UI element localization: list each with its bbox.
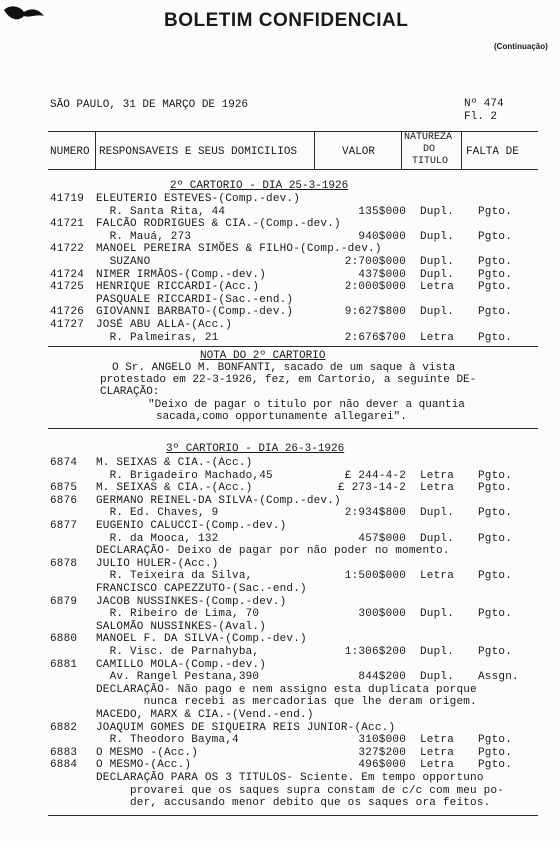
entry-responsible: GIOVANNI BARBATO-(Comp.-dev.) xyxy=(96,306,294,319)
entry-number: 6883 xyxy=(50,746,78,759)
entry-responsible: SALOMÃO NUSSINKES-(Aval.) xyxy=(96,620,267,633)
entry-responsible: Av. Rangel Pestana,390 xyxy=(96,671,260,684)
entry-value: 327$200 xyxy=(358,746,406,759)
col-divider xyxy=(401,131,402,169)
entry-responsible: M. SEIXAS & CIA.-(Acc.) xyxy=(96,457,253,469)
header-bottom-rule xyxy=(48,169,538,170)
col-header-natureza-titulo: TITULO xyxy=(412,156,449,167)
entry-value: 2:934$800 xyxy=(344,507,406,520)
entry-responsible: R. Santa Rita, 44 xyxy=(96,205,226,218)
entry-value: 940$000 xyxy=(358,230,406,243)
entry-number: 41722 xyxy=(50,243,85,256)
entry-responsible: nunca recebi as mercadorias que lhe deram origem. xyxy=(96,696,477,709)
entry-responsible: CAMILLO MOLA-(Comp.-dev.) xyxy=(96,658,267,671)
entry-responsible: JACOB NUSSINKES-(Comp.-dev.) xyxy=(96,595,287,608)
entry-responsible: MACEDO, MARX & CIA.-(Vend.-end.) xyxy=(96,709,314,721)
entry-value: 844$200 xyxy=(358,671,406,684)
place-date: SÃO PAULO, 31 DE MARÇO DE 1926 xyxy=(50,99,249,111)
document-title: BOLETIM CONFIDENCIAL xyxy=(164,10,409,31)
continuation-label: (Continuação) xyxy=(494,42,548,51)
entry-value: 9:627$800 xyxy=(344,306,406,319)
entry-number: 6875 xyxy=(50,482,78,495)
entry-title-type: Letra xyxy=(420,331,455,344)
entry-value: £ 244-4-2 xyxy=(344,469,406,482)
entry-protest-reason: Pgto. xyxy=(478,230,513,243)
entry-title-type: Dupl. xyxy=(420,532,455,545)
note-line: O Sr. ANGELO M. BONFANTI, sacado de um saque à vista xyxy=(112,362,456,374)
note-line: protestado em 22-3-1926, fez, em Cartorio, a seguinte DE- xyxy=(100,374,477,386)
entry-responsible: DECLARAÇÃO PARA OS 3 TITULOS- Sciente. Em tempo opportuno xyxy=(96,772,484,784)
entry-value: 2:000$000 xyxy=(344,281,406,294)
entry-responsible: R. Theodoro Bayma,4 xyxy=(96,734,239,747)
entry-title-type: Dupl. xyxy=(420,268,455,281)
entry-responsible: SUZANO xyxy=(96,256,151,268)
entry-responsible: MANOEL PEREIRA SIMÕES & FILHO-(Comp.-dev.) xyxy=(96,243,382,256)
entry-protest-reason: Pgto. xyxy=(478,331,513,344)
entry-value: 457$000 xyxy=(358,532,406,545)
entry-number: 41721 xyxy=(50,218,85,231)
entry-number: 6876 xyxy=(50,494,78,507)
entry-number: 6884 xyxy=(50,759,78,772)
entry-value: 2:700$000 xyxy=(344,256,406,268)
entry-title-type: Letra xyxy=(420,281,455,294)
entry-responsible: R. Brigadeiro Machado,45 xyxy=(96,469,273,482)
entry-value: 135$000 xyxy=(358,205,406,218)
entry-title-type: Letra xyxy=(420,482,455,495)
entry-number: 6878 xyxy=(50,557,78,570)
col-header-numero: NUMERO xyxy=(50,146,90,158)
entry-number: 6882 xyxy=(50,721,78,734)
entry-responsible: HENRIQUE RICCARDI-(Acc.) xyxy=(96,281,260,294)
entry-responsible: R. Ribeiro de Lima, 70 xyxy=(96,608,260,621)
entry-protest-reason: Pgto. xyxy=(478,646,513,658)
entry-value: 437$000 xyxy=(358,268,406,281)
section-heading-2-cartorio: 2º CARTORIO - DIA 25-3-1926 xyxy=(170,180,349,192)
entry-number: 6874 xyxy=(50,457,78,469)
entry-responsible: DECLARAÇÃO- Não pago e nem assigno esta duplicata porque xyxy=(96,683,477,696)
section-heading-3-cartorio: 3º CARTORIO - DIA 26-3-1926 xyxy=(166,443,345,455)
col-header-valor: VALOR xyxy=(342,146,376,158)
entry-number: 41727 xyxy=(50,319,85,331)
note-quote-line: sacada,como opportunamente allegarei". xyxy=(156,411,407,423)
entry-responsible: DECLARAÇÃO- Deixo de pagar por não poder no momento. xyxy=(96,545,450,558)
note-heading: NOTA DO 2º CARTORIO xyxy=(200,350,326,362)
entry-responsible: O MESMO-(Acc.) xyxy=(96,759,192,772)
entry-number: 6880 xyxy=(50,633,78,646)
entry-title-type: Dupl. xyxy=(420,507,455,520)
entry-title-type: Dupl. xyxy=(420,306,455,319)
col-divider xyxy=(314,131,315,169)
bulletin-number: Nº 474 xyxy=(464,98,504,110)
entry-responsible: O MESMO -(Acc.) xyxy=(96,746,199,759)
entry-value: £ 273-14-2 xyxy=(337,482,406,495)
entry-title-type: Dupl. xyxy=(420,671,455,684)
entry-responsible: R. Mauá, 273 xyxy=(96,230,192,243)
entry-responsible: M. SEIXAS & CIA.-(Acc.) xyxy=(96,482,253,495)
entry-protest-reason: Pgto. xyxy=(478,608,513,621)
col-divider xyxy=(461,131,462,169)
entry-responsible: PASQUALE RICCARDI-(Sac.-end.) xyxy=(96,293,294,306)
entry-protest-reason: Pgto. xyxy=(478,306,513,319)
entry-number: 6877 xyxy=(50,520,78,532)
entry-number: 41719 xyxy=(50,193,85,205)
entry-value: 2:676$700 xyxy=(344,331,406,344)
entry-title-type: Letra xyxy=(420,746,455,759)
entry-title-type: Dupl. xyxy=(420,646,455,658)
col-header-natureza-do: DO xyxy=(423,144,436,155)
entry-protest-reason: Pgto. xyxy=(478,570,513,583)
entry-responsible: JOSÉ ABU ALLA-(Acc.) xyxy=(96,319,233,331)
ink-blot-mark xyxy=(2,2,46,24)
entry-protest-reason: Pgto. xyxy=(478,746,513,759)
col-header-responsaveis: RESPONSAVEIS E SEUS DOMICILIOS xyxy=(99,146,298,158)
entry-responsible: provarei que os saques supra constam de c/c com meu po- xyxy=(96,784,505,797)
entry-responsible: R. Teixeira da Silva, xyxy=(96,570,253,583)
entry-responsible: FALCÃO RODRIGUES & CIA.-(Comp.-dev.) xyxy=(96,218,341,231)
entry-responsible: der, accusando menor debito que os saques ora feitos. xyxy=(96,797,491,810)
entry-protest-reason: Pgto. xyxy=(478,469,513,482)
entry-value: 300$000 xyxy=(358,608,406,621)
entry-responsible: R. Palmeiras, 21 xyxy=(96,331,219,344)
entry-title-type: Dupl. xyxy=(420,230,455,243)
entry-protest-reason: Pgto. xyxy=(478,482,513,495)
entry-protest-reason: Pgto. xyxy=(478,507,513,520)
col-header-falta: FALTA DE xyxy=(466,146,519,158)
entry-title-type: Dupl. xyxy=(420,205,455,218)
entry-value: 1:306$200 xyxy=(344,646,406,658)
note-line: CLARAÇÃO: xyxy=(100,386,160,398)
entry-title-type: Letra xyxy=(420,570,455,583)
entry-number: 41725 xyxy=(50,281,85,294)
col-header-natureza: NATUREZA xyxy=(404,132,453,143)
note-quote-line: "Deixo de pagar o titulo por não dever a quantia xyxy=(148,399,465,411)
entry-protest-reason: Pgto. xyxy=(478,734,513,747)
entry-responsible: R. Visc. de Parnahyba, xyxy=(96,646,260,658)
entry-protest-reason: Pgto. xyxy=(478,281,513,294)
entry-title-type: Letra xyxy=(420,469,455,482)
entry-title-type: Letra xyxy=(420,734,455,747)
entry-responsible: ELEUTERIO ESTEVES-(Comp.-dev.) xyxy=(96,193,301,205)
entry-protest-reason: Pgto. xyxy=(478,256,513,268)
entry-title-type: Letra xyxy=(420,759,455,772)
entry-value: 1:500$000 xyxy=(344,570,406,583)
entry-title-type: Dupl. xyxy=(420,256,455,268)
section-separator xyxy=(48,346,538,347)
entry-value: 310$000 xyxy=(358,734,406,747)
entry-responsible: R. da Mooca, 132 xyxy=(96,532,219,545)
sheet-number: Fl. 2 xyxy=(464,111,498,123)
entry-title-type: Dupl. xyxy=(420,608,455,621)
entry-responsible: EUGENIO CALUCCI-(Comp.-dev.) xyxy=(96,520,287,532)
entry-number: 41726 xyxy=(50,306,85,319)
entry-responsible: JOAQUIM GOMES DE SIQUEIRA REIS JUNIOR-(Acc.) xyxy=(96,721,396,734)
entry-protest-reason: Pgto. xyxy=(478,759,513,772)
section-separator xyxy=(48,428,538,429)
entry-number: 41724 xyxy=(50,268,85,281)
entry-responsible: MANOEL F. DA SILVA-(Comp.-dev.) xyxy=(96,633,307,646)
header-top-rule xyxy=(48,131,538,132)
entry-responsible: GERMANO REINEL-DA SILVA-(Comp.-dev.) xyxy=(96,494,341,507)
entry-protest-reason: Assgn. xyxy=(478,671,519,684)
col-divider xyxy=(95,131,96,169)
entry-value: 496$000 xyxy=(358,759,406,772)
entry-protest-reason: Pgto. xyxy=(478,532,513,545)
bottom-rule xyxy=(48,815,538,816)
entry-responsible: FRANCISCO CAPEZZUTO-(Sac.-end.) xyxy=(96,583,307,595)
entry-responsible: R. Ed. Chaves, 9 xyxy=(96,507,219,520)
entry-protest-reason: Pgto. xyxy=(478,268,513,281)
entry-number: 6881 xyxy=(50,658,78,671)
entry-protest-reason: Pgto. xyxy=(478,205,513,218)
entry-number: 6879 xyxy=(50,595,78,608)
entry-responsible: NIMER IRMÃOS-(Comp.-dev.) xyxy=(96,268,267,281)
entry-responsible: JULIO HULER-(Acc.) xyxy=(96,557,219,570)
